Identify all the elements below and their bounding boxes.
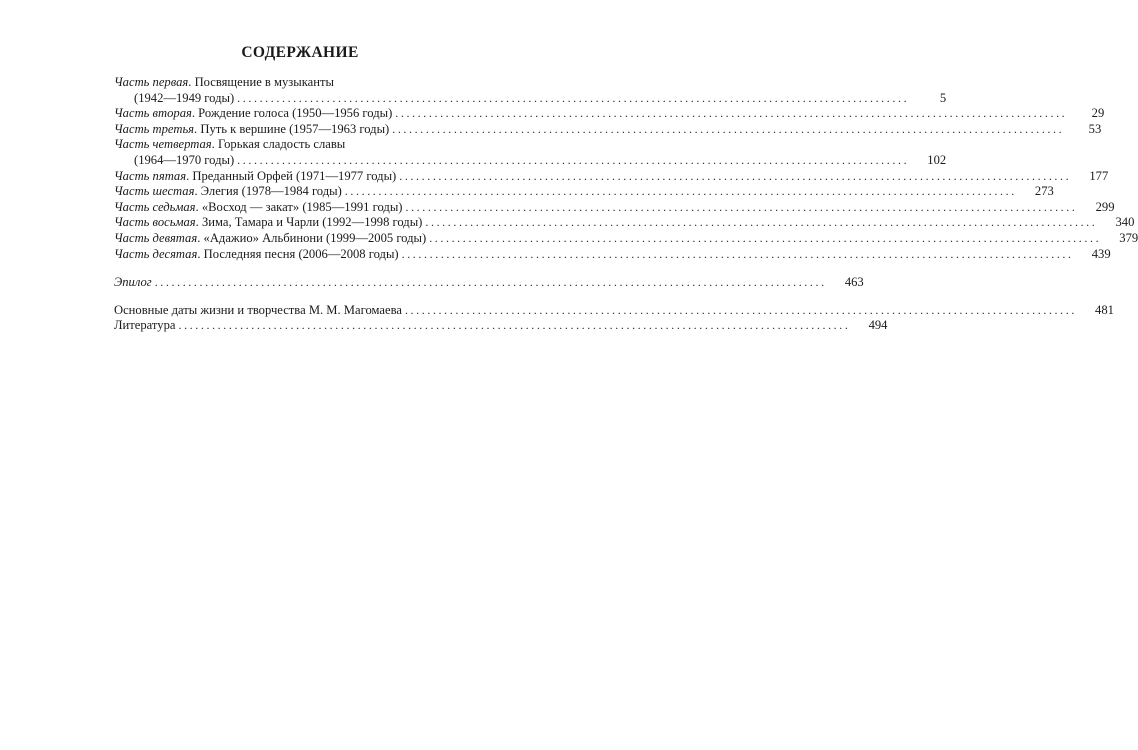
toc-page-number: 379 bbox=[1119, 230, 1138, 245]
toc-part-title: . Посвящение в музыканты bbox=[188, 75, 334, 89]
toc-part-title: . Преданный Орфей (1971—1977 годы) bbox=[186, 168, 397, 183]
toc-page-number: 299 bbox=[1095, 199, 1115, 214]
leader-dots: ........................................................................................................................ bbox=[429, 230, 1102, 245]
toc-page-number: 463 bbox=[844, 274, 864, 289]
toc-part-name: Часть восьмая bbox=[114, 215, 196, 230]
toc-page-number: 340 bbox=[1115, 215, 1135, 230]
toc-page-number: 481 bbox=[1095, 302, 1114, 317]
toc-part-name: Часть девятая bbox=[114, 230, 198, 245]
toc-part-name: Часть вторая bbox=[114, 106, 192, 121]
toc-part-name: Часть седьмая bbox=[114, 199, 196, 214]
toc-entry-label bbox=[114, 231, 426, 247]
toc-entry-part-4[interactable] bbox=[114, 137, 483, 153]
toc-part-title: . Горькая сладость славы bbox=[211, 137, 346, 152]
toc-part-title: . Рождение голоса (1950—1956 годы) bbox=[191, 106, 393, 121]
toc-entry-label bbox=[114, 215, 422, 231]
toc-entry-label: Литература bbox=[114, 318, 176, 333]
toc-entry-part-3[interactable] bbox=[114, 121, 1102, 138]
toc-entry-part-7[interactable] bbox=[114, 199, 1115, 216]
toc-page-number: 177 bbox=[1089, 168, 1109, 183]
toc-part-name: Часть третья bbox=[114, 121, 195, 136]
toc-part-name: Часть десятая bbox=[114, 246, 198, 261]
toc-entry-label bbox=[114, 169, 396, 185]
toc-entry-label: Основные даты жизни и творчества М. М. Магомаева bbox=[114, 302, 402, 317]
toc-page-number: 29 bbox=[1091, 106, 1105, 121]
leader-dots: ........................................................................................................................ bbox=[401, 246, 1074, 261]
toc-heading: СОДЕРЖАНИЕ bbox=[241, 44, 359, 61]
toc-spacer bbox=[114, 290, 483, 303]
toc-entry-label bbox=[114, 122, 389, 138]
leader-dots: ........................................................................................................................ bbox=[237, 90, 910, 105]
toc-entry-label bbox=[114, 184, 342, 200]
toc-entry-bibliography[interactable] bbox=[114, 318, 888, 334]
toc-entry-part-4-cont[interactable] bbox=[114, 152, 947, 169]
leader-dots: ........................................................................................................................ bbox=[154, 274, 827, 289]
toc-entry-part-10[interactable] bbox=[114, 246, 1111, 263]
toc-entry-part-2[interactable] bbox=[114, 106, 1105, 122]
leader-dots: ........................................................................................................................ bbox=[399, 168, 1072, 183]
toc-entry-part-9[interactable] bbox=[114, 230, 1138, 247]
leader-dots: ........................................................................................................................ bbox=[237, 152, 910, 167]
leader-dots: ........................................................................................................................ bbox=[392, 121, 1065, 136]
toc-entry-part-5[interactable] bbox=[114, 168, 1109, 185]
toc-page-number: 439 bbox=[1091, 246, 1111, 261]
toc-entry-chronology[interactable] bbox=[114, 302, 1114, 319]
leader-dots: ........................................................................................................................ bbox=[395, 106, 1068, 121]
toc-part-name: Часть пятая bbox=[114, 168, 187, 183]
leader-dots: ........................................................................................................................ bbox=[404, 302, 1077, 317]
toc-entry-part-1[interactable] bbox=[114, 75, 483, 91]
toc-part-title: . Последняя песня (2006—2008 годы) bbox=[197, 246, 399, 261]
toc-entry-label bbox=[114, 275, 152, 291]
toc-page-number: 5 bbox=[939, 90, 947, 105]
toc-entry-epilogue[interactable] bbox=[114, 274, 864, 291]
toc-part-title: . Зима, Тамара и Чарли (1992—1998 годы) bbox=[195, 215, 423, 230]
toc-entry-label bbox=[114, 247, 399, 263]
toc-part-name: Эпилог bbox=[114, 274, 152, 289]
toc-entry-subtitle: (1964—1970 годы) bbox=[134, 152, 235, 167]
toc-page-number: 494 bbox=[868, 318, 888, 333]
toc-entry-label bbox=[114, 106, 392, 122]
toc-entry-part-8[interactable] bbox=[114, 215, 1135, 231]
toc-spacer bbox=[114, 262, 483, 275]
toc-part-title: . «Восход — закат» (1985—1991 годы) bbox=[195, 199, 403, 214]
toc-part-title: . «Адажио» Альбинони (1999—2005 годы) bbox=[197, 230, 427, 245]
toc-entry-label bbox=[114, 137, 483, 153]
leader-dots: ........................................................................................................................ bbox=[344, 184, 1017, 199]
toc-part-name: Часть первая bbox=[114, 75, 189, 89]
toc-entry-label bbox=[114, 200, 402, 216]
toc-part-name: Часть шестая bbox=[114, 184, 195, 199]
toc-part-name: Часть четвертая bbox=[114, 137, 212, 152]
toc-entry-label bbox=[114, 75, 483, 91]
table-of-contents bbox=[114, 75, 1138, 334]
toc-entry-part-1-cont[interactable] bbox=[114, 90, 947, 107]
leader-dots: ........................................................................................................................ bbox=[405, 199, 1078, 214]
toc-page-number: 273 bbox=[1034, 184, 1054, 199]
toc-entry-part-6[interactable] bbox=[114, 184, 1054, 200]
toc-page-number: 102 bbox=[927, 152, 947, 167]
leader-dots: ........................................................................................................................ bbox=[178, 318, 851, 333]
toc-page-number: 53 bbox=[1088, 121, 1102, 136]
toc-entry-subtitle: (1942—1949 годы) bbox=[134, 90, 235, 105]
toc-part-title: . Путь к вершине (1957—1963 годы) bbox=[194, 121, 390, 136]
leader-dots: ........................................................................................................................ bbox=[425, 215, 1098, 230]
toc-part-title: . Элегия (1978—1984 годы) bbox=[194, 184, 342, 199]
